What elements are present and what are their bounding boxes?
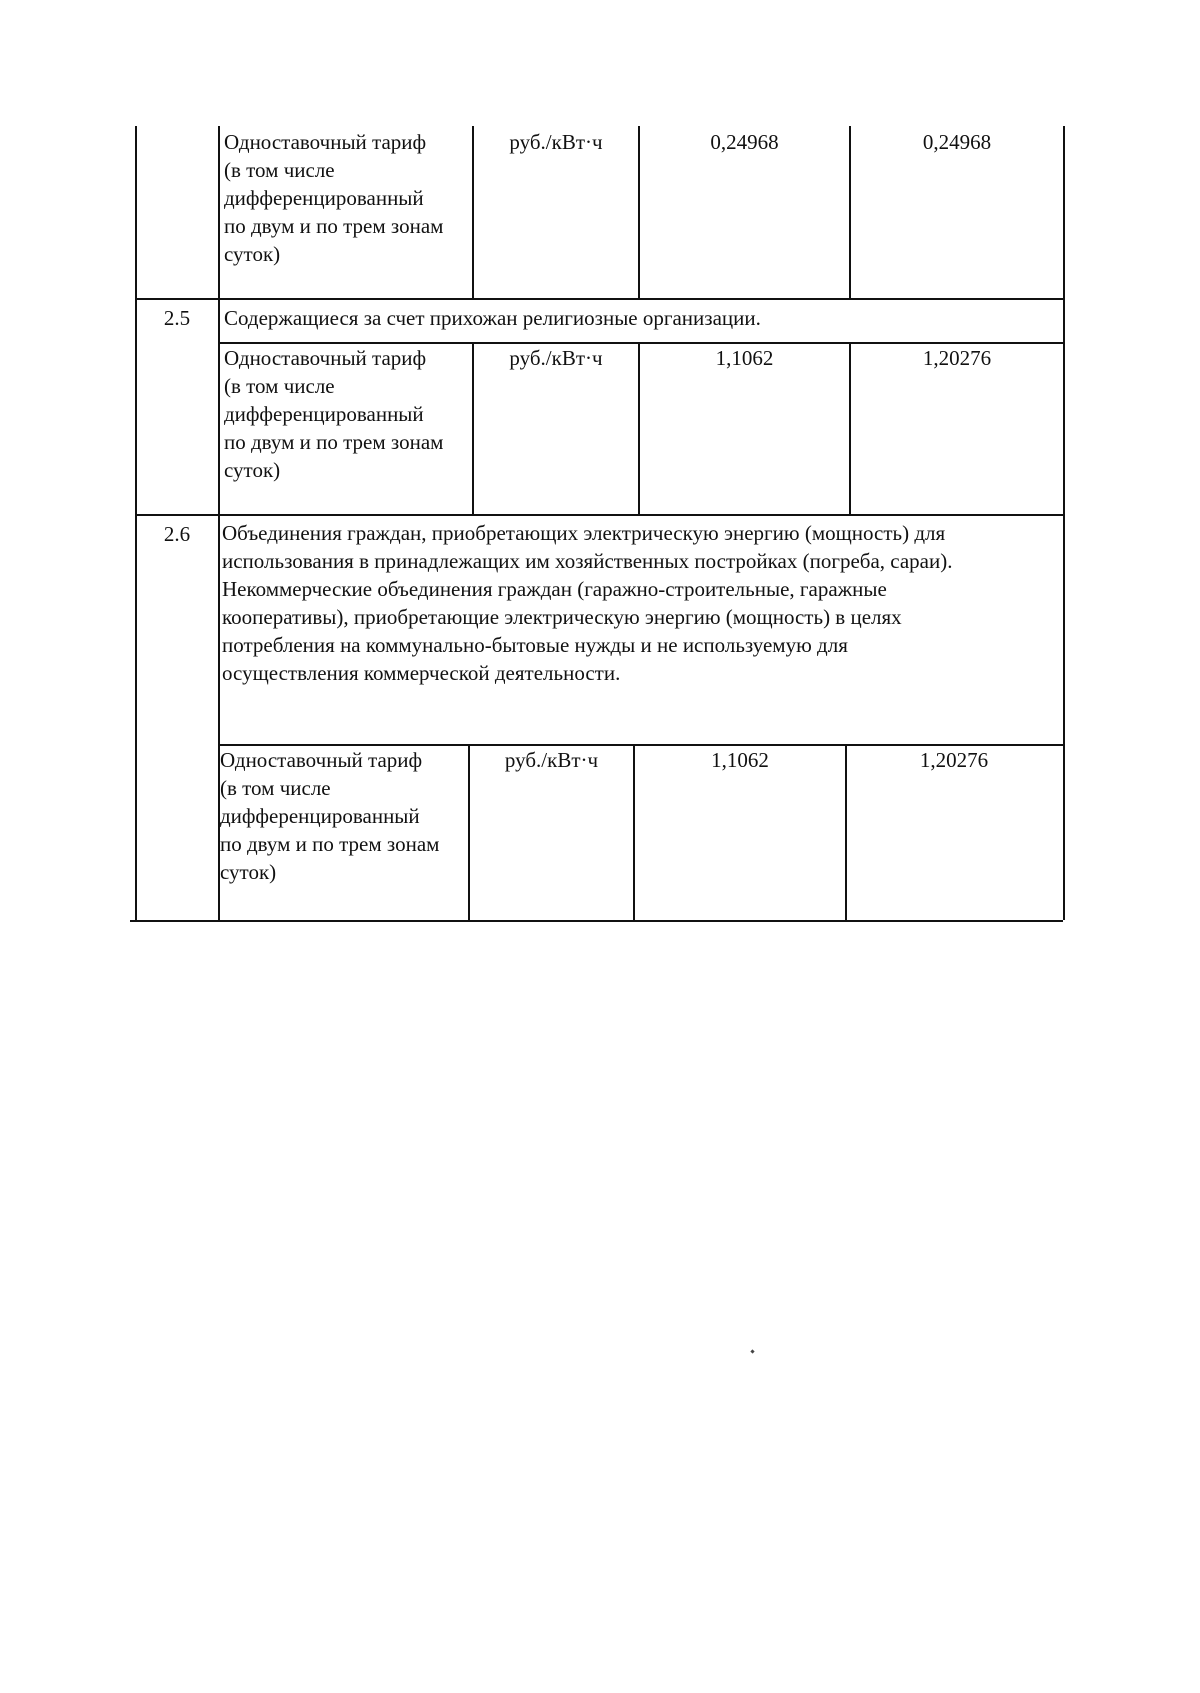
group-title: Содержащиеся за счет прихожан религиозные организации. bbox=[224, 306, 761, 330]
tariff-value-1: 1,1062 bbox=[715, 346, 774, 370]
tariff-value-1: 0,24968 bbox=[710, 130, 779, 154]
group-title: Объединения граждан, приобретающих электрическую энергию (мощность) для использования в принадлежащих им хозяйственных постройках (погреба, сараи). Некоммерческие объединения граждан (гаражно-строительные, гаражные кооперативы), приобретающие электрическую энергию (мощность) в целях потребления на коммунально-бытовые нужды и не используемую для осуществления коммерческой деятельности. bbox=[222, 521, 953, 685]
row-number: 2.5 bbox=[163, 306, 191, 330]
tariff-name: Одноставочный тариф (в том числе дифференцированный по двум и по трем зонам суток) bbox=[224, 130, 444, 266]
row-number: 2.6 bbox=[163, 522, 191, 546]
unit: руб./кВт·ч bbox=[504, 748, 599, 772]
unit: руб./кВт·ч bbox=[509, 346, 603, 370]
table-right-border bbox=[1063, 126, 1065, 920]
scan-speck bbox=[750, 1349, 754, 1353]
tariff-name: Одноставочный тариф (в том числе дифференцированный по двум и по трем зонам суток) bbox=[224, 346, 444, 482]
tariff-value-2: 1,20276 bbox=[922, 346, 992, 370]
tariff-name: Одноставочный тариф (в том числе дифференцированный по двум и по трем зонам суток) bbox=[220, 748, 440, 884]
unit: руб./кВт·ч bbox=[509, 130, 603, 154]
tariff-value-1: 1,1062 bbox=[711, 748, 769, 772]
row-divider bbox=[135, 514, 1065, 516]
row-divider bbox=[135, 298, 1065, 300]
tariff-value-2: 1,20276 bbox=[919, 748, 989, 772]
tariff-value-2: 0,24968 bbox=[922, 130, 992, 154]
table-bottom-border bbox=[130, 920, 1063, 922]
